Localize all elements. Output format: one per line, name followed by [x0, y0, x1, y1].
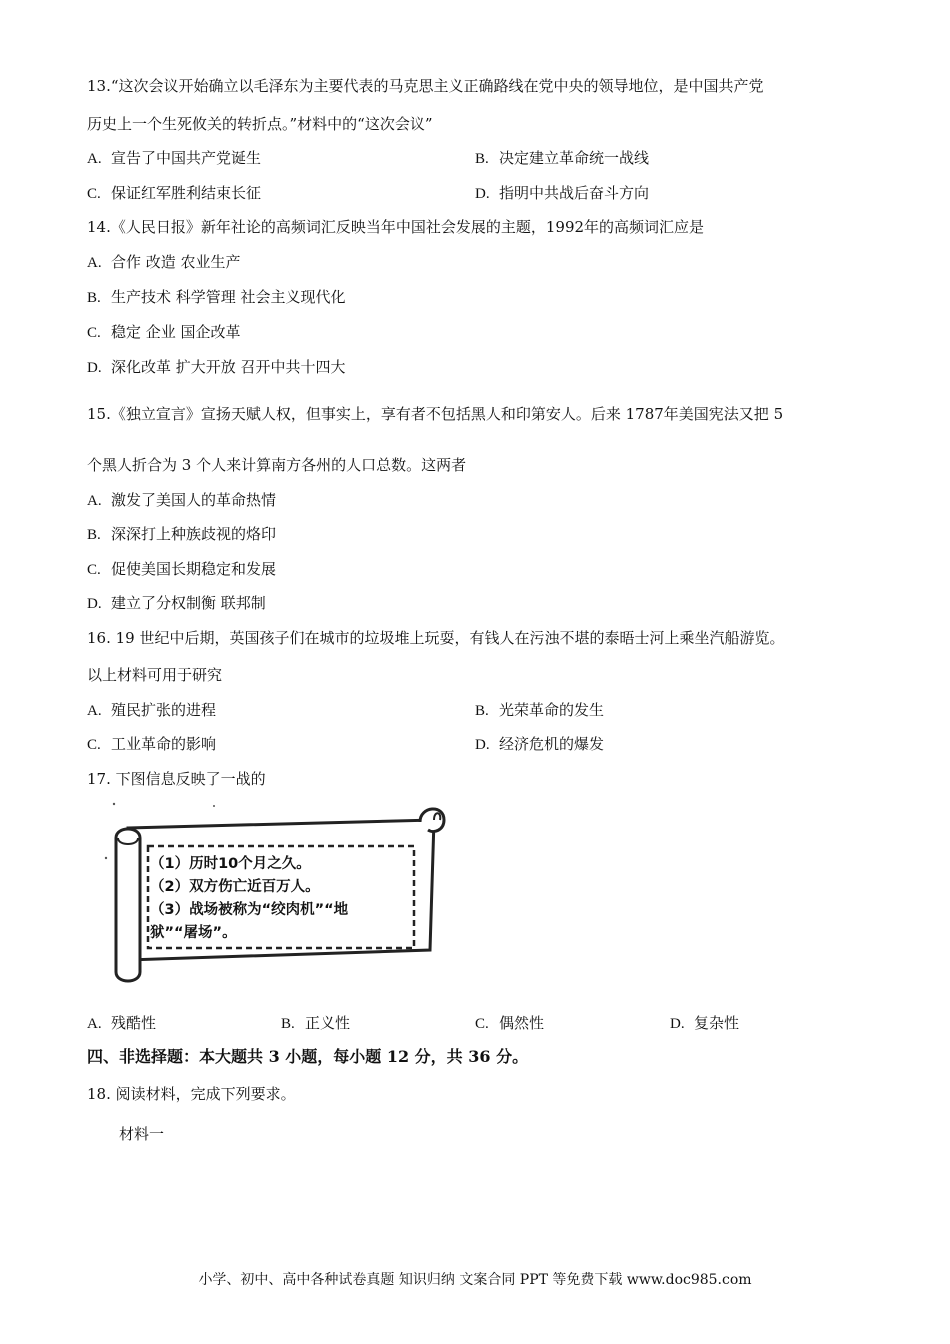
q14-option-d: D. 深化改革 扩大开放 召开中共十四大: [87, 358, 346, 376]
q17-option-c: C. 偶然性: [475, 1014, 545, 1032]
q15-option-b: B. 深深打上种族歧视的烙印: [87, 525, 277, 543]
scroll-figure: [104, 800, 448, 986]
q15-option-c: C. 促使美国长期稳定和发展: [87, 560, 277, 578]
q15-stem-line2: 个黑人折合为 3 个人来计算南方各州的人口总数。这两者: [87, 456, 467, 474]
q16-option-b: B. 光荣革命的发生: [475, 701, 605, 719]
q17-option-b: B. 正义性: [281, 1014, 351, 1032]
q17-stem: 17. 下图信息反映了一战的: [87, 770, 266, 788]
q13-option-c: C. 保证红军胜利结束长征: [87, 184, 262, 202]
q13-option-a: A. 宣告了中国共产党诞生: [87, 149, 262, 167]
q13-stem-line2: 历史上一个生死攸关的转折点。”材料中的“这次会议”: [87, 115, 433, 133]
scroll-line-4: 狱”“屠场”。: [150, 925, 237, 941]
footer-text: 小学、初中、高中各种试卷真题 知识归纳 文案合同 PPT 等免费下载 www.doc985.com: [198, 1272, 752, 1288]
q14-option-a: A. 合作 改造 农业生产: [87, 253, 241, 271]
q13-option-b: B. 决定建立革命统一战线: [475, 149, 650, 167]
q15-option-d: D. 建立了分权制衡 联邦制: [87, 594, 266, 612]
q14-option-c: C. 稳定 企业 国企改革: [87, 323, 241, 341]
q16-option-d: D. 经济危机的爆发: [475, 735, 605, 753]
scroll-line-2: （2）双方伤亡近百万人。: [150, 879, 320, 895]
q13-option-d: D. 指明中共战后奋斗方向: [475, 184, 650, 202]
scroll-roll-bottom: [116, 829, 140, 981]
section-heading: 四、非选择题：本大题共 3 小题，每小题 12 分，共 36 分。: [87, 1047, 529, 1066]
q16-option-a: A. 殖民扩张的进程: [87, 701, 217, 719]
q16-stem-line2: 以上材料可用于研究: [87, 666, 223, 684]
q17-option-d: D. 复杂性: [670, 1014, 740, 1032]
q16-option-c: C. 工业革命的影响: [87, 735, 217, 753]
q14-option-b: B. 生产技术 科学管理 社会主义现代化: [87, 288, 346, 306]
q15-option-a: A. 激发了美国人的革命热情: [87, 491, 277, 509]
q18-stem: 18. 阅读材料，完成下列要求。: [87, 1085, 296, 1103]
scroll-line-3: （3）战场被称为“绞肉机”“地: [150, 902, 349, 918]
q13-stem-line1: 13.“这次会议开始确立以毛泽东为主要代表的马克思主义正确路线在党中央的领导地位，是中国共产党: [87, 77, 764, 95]
scroll-line-1: （1）历时10个月之久。: [150, 856, 311, 872]
q17-option-a: A. 残酷性: [87, 1014, 157, 1032]
q18-material-label: 材料一: [119, 1125, 165, 1143]
q14-stem: 14.《人民日报》新年社论的高频词汇反映当年中国社会发展的主题，1992年的高频词汇应是: [87, 218, 705, 236]
q15-stem-line1: 15.《独立宣言》宣扬天赋人权，但事实上，享有者不包括黑人和印第安人。后来 1787年美国宪法又把 5: [87, 405, 784, 423]
q16-stem-line1: 16. 19 世纪中后期，英国孩子们在城市的垃圾堆上玩耍，有钱人在污浊不堪的泰晤士河上乘坐汽船游览。: [87, 629, 785, 647]
